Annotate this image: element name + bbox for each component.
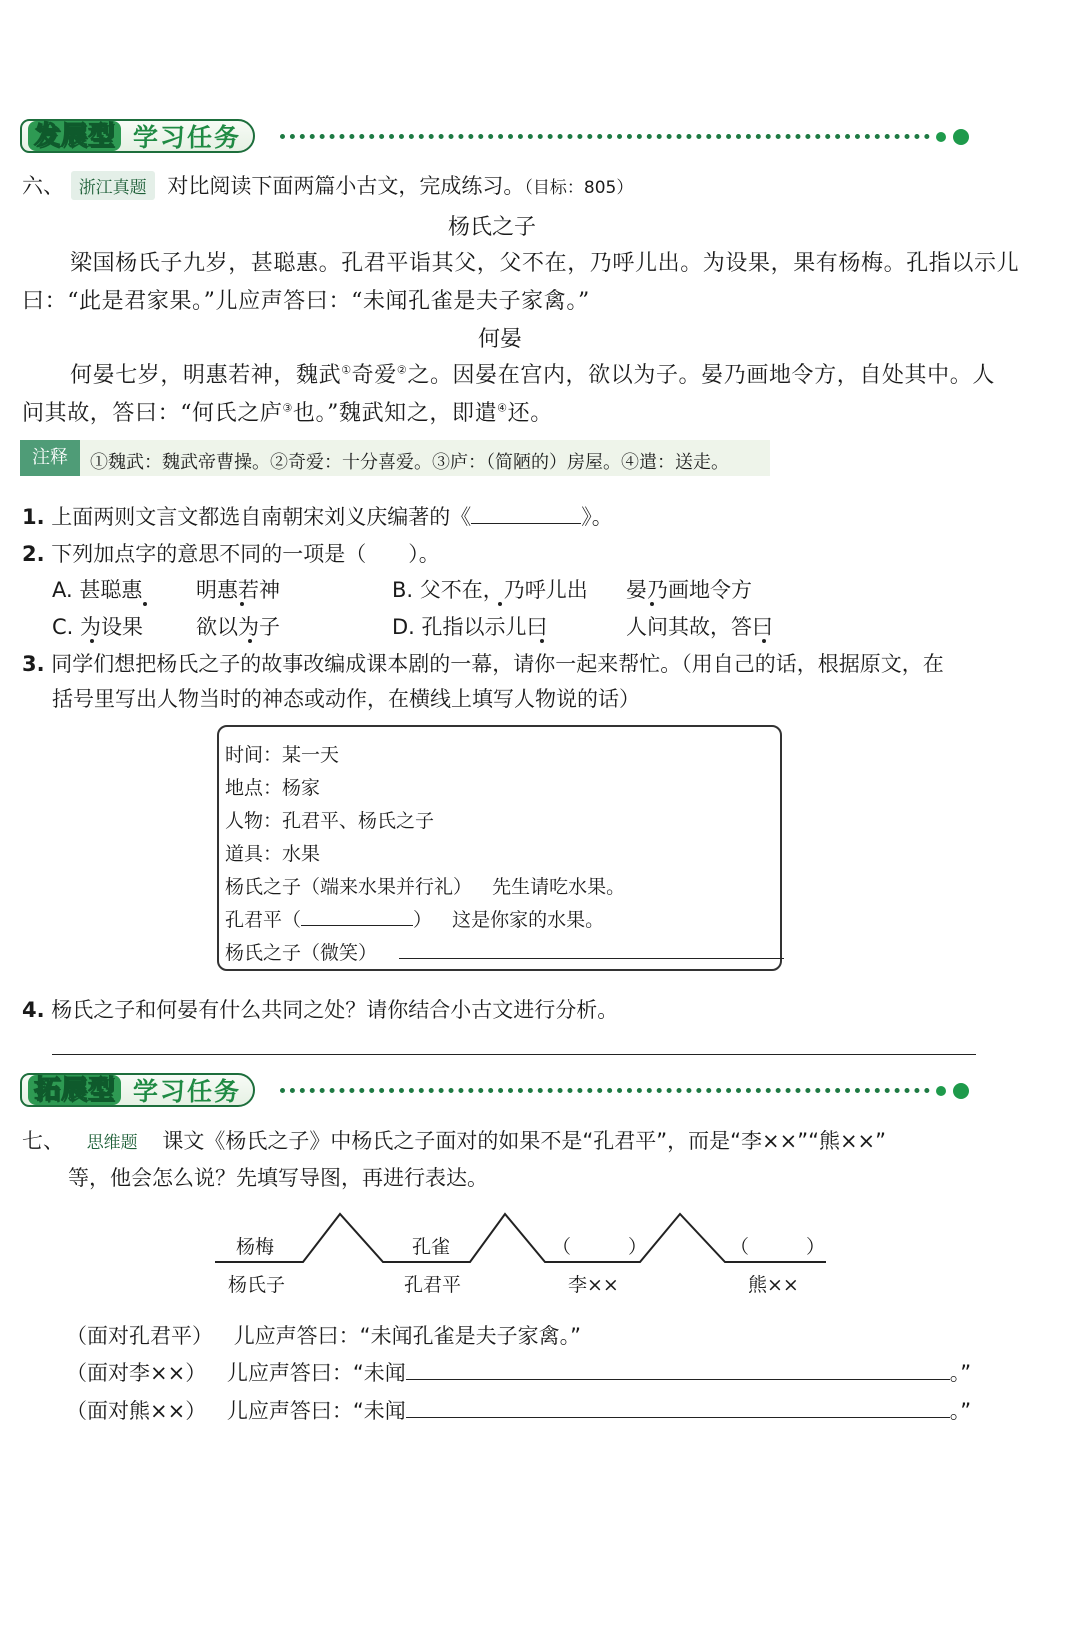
map-top-1: 杨梅 <box>236 1236 275 1258</box>
script-line-yang <box>225 872 625 899</box>
q4-text: 杨氏之子和何晏有什么共同之处？请你结合小古文进行分析。 <box>51 998 619 1022</box>
answer-text: 儿应声答曰：“未闻孔雀是夫子家禽。” <box>233 1324 581 1348</box>
divider-end-dot <box>953 1083 969 1099</box>
option-text: 为设果 <box>80 615 144 639</box>
footnote-mark: ③ <box>282 401 293 415</box>
q6-target: （目标：805） <box>524 178 634 198</box>
q2 <box>22 538 440 568</box>
text: 还。 <box>507 401 553 426</box>
map-top-2: 孔雀 <box>412 1236 451 1258</box>
q2-number: 2. <box>22 542 45 566</box>
answer-end: 。” <box>949 1399 972 1423</box>
q2-option-a2: 明惠若神 <box>196 578 280 602</box>
stage-direction: 孔君平（ <box>225 909 302 931</box>
divider-end-dot <box>936 1086 946 1096</box>
dialogue-blank[interactable] <box>399 958 784 959</box>
text: 何晏七岁，明惠若神，魏武 <box>70 363 342 388</box>
q3-text: 同学们想把杨氏之子的故事改编成课本剧的一幕，请你一起来帮忙。（用自己的话，根据原文，在 <box>51 652 944 676</box>
emphasis-dot <box>540 639 544 643</box>
text: 奇爱 <box>351 363 397 388</box>
answer-blank[interactable] <box>406 1379 950 1380</box>
q1-text: 上面两则文言文都选自南朝宋刘义庆编著的《 <box>51 505 472 529</box>
emphasis-dot <box>240 602 244 606</box>
divider-end-dot <box>953 129 969 145</box>
paren-close: ） <box>413 909 433 931</box>
q1-text-end: 》。 <box>581 505 613 529</box>
q1 <box>22 501 613 531</box>
note-text: ①魏武：魏武帝曹操。②奇爱：十分喜爱。③庐：（简陋的）房屋。④遣：送走。 <box>90 452 729 473</box>
answer-text: 儿应声答曰：“未闻 <box>226 1361 406 1385</box>
map-top-3[interactable]: （ ） <box>552 1236 648 1258</box>
passage-yang-line1: 梁国杨氏子九岁，甚聪惠。孔君平诣其父，父不在，乃呼儿出。为设果，果有杨梅。孔指以示儿 <box>70 251 1020 276</box>
q3-number: 3. <box>22 652 45 676</box>
answer-li <box>66 1357 971 1387</box>
emphasis-dot <box>650 602 654 606</box>
map-bottom-2: 孔君平 <box>404 1274 462 1296</box>
q2-option-a[interactable] <box>52 574 142 604</box>
answer-text: 儿应声答曰：“未闻 <box>226 1399 406 1423</box>
q6-instruction: 对比阅读下面两篇小古文，完成练习。 <box>167 174 525 198</box>
map-bottom-4: 熊×× <box>748 1274 799 1296</box>
q2-option-d[interactable] <box>392 611 548 641</box>
answer-label: （面对李××） <box>66 1361 207 1385</box>
passage-he-line1 <box>70 358 995 389</box>
footnote-mark: ② <box>396 363 408 377</box>
q7-text: 课文《杨氏之子》中杨氏之子面对的如果不是“孔君平”，而是“李××”“熊××” <box>162 1129 887 1153</box>
script-time: 时间：某一天 <box>225 744 340 766</box>
q6-tag: 浙江真题 <box>71 171 155 200</box>
banner-task: 学习任务 <box>133 1077 242 1106</box>
script-place: 地点：杨家 <box>225 777 321 799</box>
map-top-4[interactable]: （ ） <box>730 1236 826 1258</box>
dotted-divider <box>280 134 930 145</box>
dotted-divider <box>280 1088 930 1099</box>
q2-option-c2: 欲以为子 <box>196 615 280 639</box>
option-label: D. <box>392 615 415 639</box>
banner-cap <box>20 1073 255 1107</box>
stage-direction: 杨氏之子（微笑） <box>225 942 378 964</box>
q4-number: 4. <box>22 998 45 1022</box>
q1-blank[interactable] <box>471 523 581 524</box>
q1-number: 1. <box>22 505 45 529</box>
emphasis-dot <box>143 602 147 606</box>
script-line-kong <box>225 905 604 932</box>
section-banner-expansion <box>20 1072 255 1108</box>
map-bottom-3: 李×× <box>568 1274 619 1296</box>
emphasis-dot <box>90 639 94 643</box>
q3-line2: 括号里写出人物当时的神态或动作，在横线上填写人物说的话） <box>52 687 640 711</box>
action-blank[interactable] <box>301 925 413 926</box>
passage-he-line2 <box>22 396 553 427</box>
option-label: A. <box>52 578 73 602</box>
dialogue: 先生请吃水果。 <box>492 876 626 898</box>
q3-line1 <box>22 648 944 678</box>
passage-yang-line2: 曰：“此是君家果。”儿应声答曰：“未闻孔雀是夫子家禽。” <box>22 289 590 314</box>
answer-end: 。” <box>949 1361 972 1385</box>
section-banner-development <box>20 118 255 154</box>
q7-number: 七、 <box>22 1129 64 1153</box>
option-text: 甚聪惠 <box>79 578 143 602</box>
script-props: 道具：水果 <box>225 843 321 865</box>
q2-option-b[interactable] <box>392 574 588 604</box>
option-label: B. <box>392 578 414 602</box>
banner-type: 拓展型 <box>28 1075 121 1105</box>
map-bottom-1: 杨氏子 <box>228 1274 286 1296</box>
answer-label: （面对孔君平） <box>66 1324 213 1348</box>
q2-text: 下列加点字的意思不同的一项是（ ）。 <box>51 542 440 566</box>
answer-xiong <box>66 1395 971 1425</box>
emphasis-dot <box>498 602 502 606</box>
text: 问其故，答曰：“何氏之庐 <box>22 401 283 426</box>
q6-header <box>22 170 633 200</box>
stage-direction: 杨氏之子（端来水果并行礼） <box>225 876 473 898</box>
divider-end-dot <box>936 132 946 142</box>
banner-cap <box>20 119 255 153</box>
footnote-mark: ④ <box>497 401 508 415</box>
q2-option-b2: 晏乃画地令方 <box>626 578 752 602</box>
script-line-yang-smile <box>225 938 784 965</box>
option-text: 孔指以示儿曰 <box>421 615 548 639</box>
banner-task: 学习任务 <box>133 123 242 152</box>
script-people: 人物：孔君平、杨氏之子 <box>225 810 435 832</box>
dialogue: 这是你家的水果。 <box>452 909 605 931</box>
emphasis-dot <box>762 639 766 643</box>
passage-title-he: 何晏 <box>478 327 523 352</box>
option-label: C. <box>52 615 74 639</box>
answer-kong <box>66 1320 581 1350</box>
answer-label: （面对熊××） <box>66 1399 207 1423</box>
q7-line2: 等，他会怎么说？先填写导图，再进行表达。 <box>68 1166 488 1190</box>
q6-number: 六、 <box>22 174 64 198</box>
passage-title-yang: 杨氏之子 <box>448 215 537 240</box>
note-label: 注释 <box>20 440 80 476</box>
q7-tag: 思维题 <box>79 1126 146 1155</box>
q7-line1 <box>22 1125 886 1155</box>
answer-blank[interactable] <box>406 1417 950 1418</box>
banner-type: 发展型 <box>28 121 121 151</box>
q4-answer-line[interactable] <box>52 1054 976 1055</box>
q2-option-d2: 人问其故，答曰 <box>626 615 773 639</box>
mind-map <box>0 1200 1080 1310</box>
emphasis-dot <box>248 639 252 643</box>
footnote-mark: ① <box>341 363 352 377</box>
option-text: 父不在，乃呼儿出 <box>419 578 588 602</box>
text: 也。”魏武知之，即遣 <box>292 401 498 426</box>
text: 之。因晏在宫内，欲以为子。晏乃画地令方，自处其中。人 <box>407 363 995 388</box>
q4 <box>22 994 618 1024</box>
q2-option-c[interactable] <box>52 611 143 641</box>
